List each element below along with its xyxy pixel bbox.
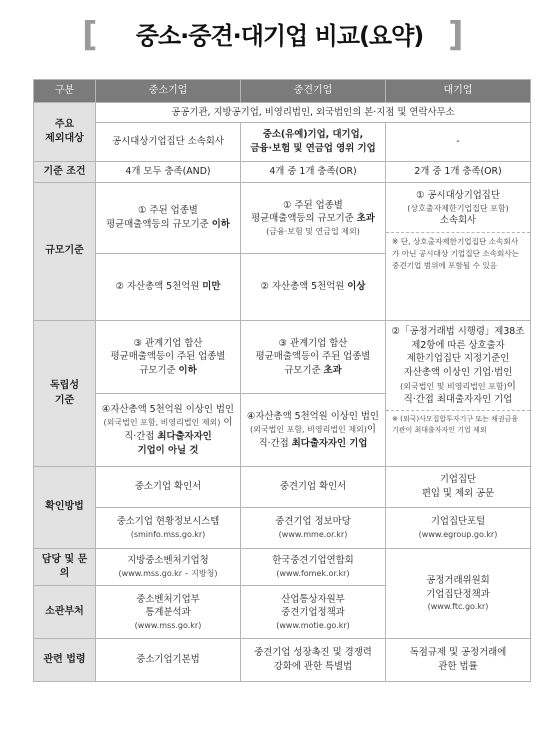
contact-sme-url: (www.mss.go.kr – 지방청): [118, 569, 218, 579]
independence-sme-4-line4: 기업이 아닐 것: [137, 444, 199, 456]
independence-large-2: [386, 321, 531, 467]
law-sme: 중소기업기본법: [96, 639, 241, 682]
contact-label: 담당 및 문의: [34, 549, 96, 586]
scale-sme-1-line1: ① 주된 업종별: [138, 205, 198, 217]
criteria-mid: 4개 중 1개 충족(OR): [241, 162, 386, 183]
ministry-sme-line1: 중소벤처기업부: [136, 593, 200, 605]
scale-large-1-subnote: ※ 단, 상호출자제한기업집단 소속회사가 아닌 공시대상 기업집단 소속회사는 중견기업 범위에 포함될 수 있음: [386, 232, 530, 275]
confirm-large-1: [386, 467, 531, 508]
scale-sme-1: [96, 183, 241, 254]
ministry-mid-url: (www.motie.go.kr): [276, 620, 350, 630]
independence-large-2-line2: 제2항에 따른 상호출자: [411, 339, 505, 351]
ministry-sme-line2: 통계분석과: [145, 607, 191, 619]
contact-large: [386, 549, 531, 639]
scale-mid-1-line1: ① 주된 업종별: [283, 199, 343, 211]
ministry-mid-line2: 중견기업정책과: [281, 607, 345, 619]
confirm-large-2: [386, 508, 531, 549]
independence-mid-4-line1: ④자산총액 5천억원 이상인 법인: [247, 410, 379, 422]
confirm-mid-2-url: (www.mme.or.kr): [278, 530, 348, 540]
independence-row-1: [34, 321, 531, 394]
contact-sme: [96, 549, 241, 586]
law-large: [386, 639, 531, 682]
scale-large-1: [386, 183, 531, 321]
independence-sme-4-line3: 직·간접 최다출자자인: [124, 431, 212, 442]
header-mid: 중견기업: [241, 80, 386, 103]
confirm-row-2: [34, 508, 531, 549]
contact-row: [34, 549, 531, 586]
ministry-mid: [241, 586, 386, 639]
exclusion-large: -: [386, 123, 531, 162]
contact-sme-line1: 지방중소벤처기업청: [127, 555, 209, 567]
independence-mid-3: [241, 321, 386, 394]
law-row: [34, 639, 531, 682]
independence-sme-4-line1: ④자산총액 5천억원 이상인 법인: [102, 403, 234, 415]
independence-mid-3-line1: ③ 관계기업 합산: [278, 337, 348, 349]
right-bracket-decoration: ]: [448, 15, 464, 55]
law-label: 관련 법령: [34, 639, 96, 682]
confirm-sme-2-url: (sminfo.mss.go.kr): [130, 530, 206, 540]
exclusion-sme: 공시대상기업집단 소속회사: [96, 123, 241, 162]
scale-label: 규모기준: [34, 183, 96, 321]
confirm-mid-2-line1: 중견기업 정보마당: [275, 516, 351, 528]
scale-mid-1-note: (금융·보험 및 연금업 제외): [266, 226, 360, 236]
header-category: 구분: [34, 80, 96, 103]
scale-sme-2: ② 자산총액 5천억원 미만: [96, 254, 241, 321]
contact-mid: [241, 549, 386, 586]
independence-large-2-line3: 제한기업집단 지정기준인: [406, 353, 510, 365]
scale-row-1: [34, 183, 531, 254]
contact-mid-line1: 한국중견기업연합회: [272, 555, 354, 567]
independence-sme-3-line3: 규모기준 이하: [139, 364, 197, 376]
independence-sme-4: [96, 394, 241, 467]
ministry-sme: [96, 586, 241, 639]
independence-mid-4-line2: (외국법인 포함, 비영리법인 제외)이: [250, 424, 376, 436]
scale-mid-1: [241, 183, 386, 254]
scale-large-1-line1: ① 공시대상기업집단: [416, 190, 500, 201]
criteria-large: 2개 중 1개 충족(OR): [386, 162, 531, 183]
confirm-mid-1: 중견기업 확인서: [241, 467, 386, 508]
scale-large-1-line2: 소속회사: [439, 215, 477, 227]
page-title: 중소·중견·대기업 비교(요약): [135, 22, 424, 50]
independence-mid-3-line3: 규모기준 초과: [284, 364, 342, 376]
independence-sme-3: [96, 321, 241, 394]
scale-large-1-note: (상호출자제한기업집단 포함): [407, 203, 509, 213]
independence-mid-4: [241, 394, 386, 467]
law-mid-line1: 중견기업 성장촉진 및 경쟁력: [254, 647, 372, 659]
independence-sme-3-line2: 평균매출액등이 주된 업종별: [110, 351, 226, 363]
independence-large-2-line4: 자산총액 이상인 기업·법인: [403, 366, 513, 378]
confirm-large-1-line2: 편입 및 제외 공문: [421, 488, 495, 499]
independence-large-2-subnote: ※ (외국)사모집합투자기구 또는 채권금융기관이 최대출자자인 기업 제외: [386, 410, 530, 439]
exclusion-common: 공공기관, 지방공기업, 비영리법인, 외국법인의 본·지점 및 연락사무소: [96, 103, 531, 123]
independence-label: 독립성 기준: [34, 321, 96, 467]
law-large-line1: 독점규제 및 공정거래에: [409, 647, 507, 659]
comparison-table: [33, 79, 531, 682]
independence-large-2-line1: ②「공정거래법 시행령」제38조: [391, 326, 525, 337]
header-sme: 중소기업: [96, 80, 241, 103]
left-bracket-decoration: [: [82, 15, 98, 55]
header-large: 대기업: [386, 80, 531, 103]
criteria-row: [34, 162, 531, 183]
contact-large-line2: 기업집단정책과: [426, 588, 490, 600]
independence-sme-4-line2: (외국법인 포함, 비영리법인 제외) 이: [103, 417, 233, 429]
exclusion-mid: 중소(유예)기업, 대기업, 금융·보험 및 연금업 영위 기업: [241, 123, 386, 162]
law-large-line2: 관한 법률: [438, 661, 478, 672]
ministry-mid-line1: 산업통상자원부: [281, 593, 345, 605]
confirm-label: 확인방법: [34, 467, 96, 549]
contact-large-line1: 공정거래위원회: [426, 575, 490, 587]
scale-mid-1-line2: 평균매출액등의 규모기준 초과: [251, 213, 375, 225]
law-mid-line2: 강화에 관한 특별법: [273, 661, 353, 672]
independence-sme-3-line1: ③ 관계기업 합산: [133, 337, 203, 349]
scale-mid-2: ② 자산총액 5천억원 이상: [241, 254, 386, 321]
criteria-sme: 4개 모두 충족(AND): [96, 162, 241, 183]
contact-large-url: (www.ftc.go.kr): [427, 602, 489, 612]
ministry-sme-url: (www.mss.go.kr): [134, 620, 202, 630]
confirm-mid-2: [241, 508, 386, 549]
independence-large-2-line5: (외국법인 및 비영리법인 포함)이: [400, 380, 516, 392]
criteria-label: 기준 조건: [34, 162, 96, 183]
confirm-sme-2-line1: 중소기업 현황정보시스템: [116, 516, 220, 528]
title-area: [0, 0, 559, 68]
independence-mid-3-line2: 평균매출액등이 주된 업종별: [255, 351, 371, 363]
exclusion-row: [34, 123, 531, 162]
contact-mid-url: (www.fomek.or.kr): [276, 569, 350, 579]
scale-sme-1-line2: 평균매출액등의 규모기준 이하: [106, 219, 230, 230]
exclusion-row-common: [34, 103, 531, 123]
confirm-row-1: [34, 467, 531, 508]
confirm-large-1-line1: 기업집단: [439, 474, 477, 486]
confirm-sme-1: 중소기업 확인서: [96, 467, 241, 508]
confirm-large-2-url: (www.egroup.go.kr): [418, 530, 498, 540]
table-header-row: [34, 80, 531, 103]
law-mid: [241, 639, 386, 682]
independence-mid-4-line3: 직·간접 최다출자자인 기업: [258, 437, 368, 449]
confirm-sme-2: [96, 508, 241, 549]
confirm-large-2-line1: 기업집단포털: [430, 516, 486, 528]
ministry-label: 소관부처: [34, 586, 96, 639]
independence-large-2-line6: 직·간접 최대출자자인 기업: [403, 394, 513, 406]
exclusion-label: 주요 제외대상: [34, 103, 96, 162]
